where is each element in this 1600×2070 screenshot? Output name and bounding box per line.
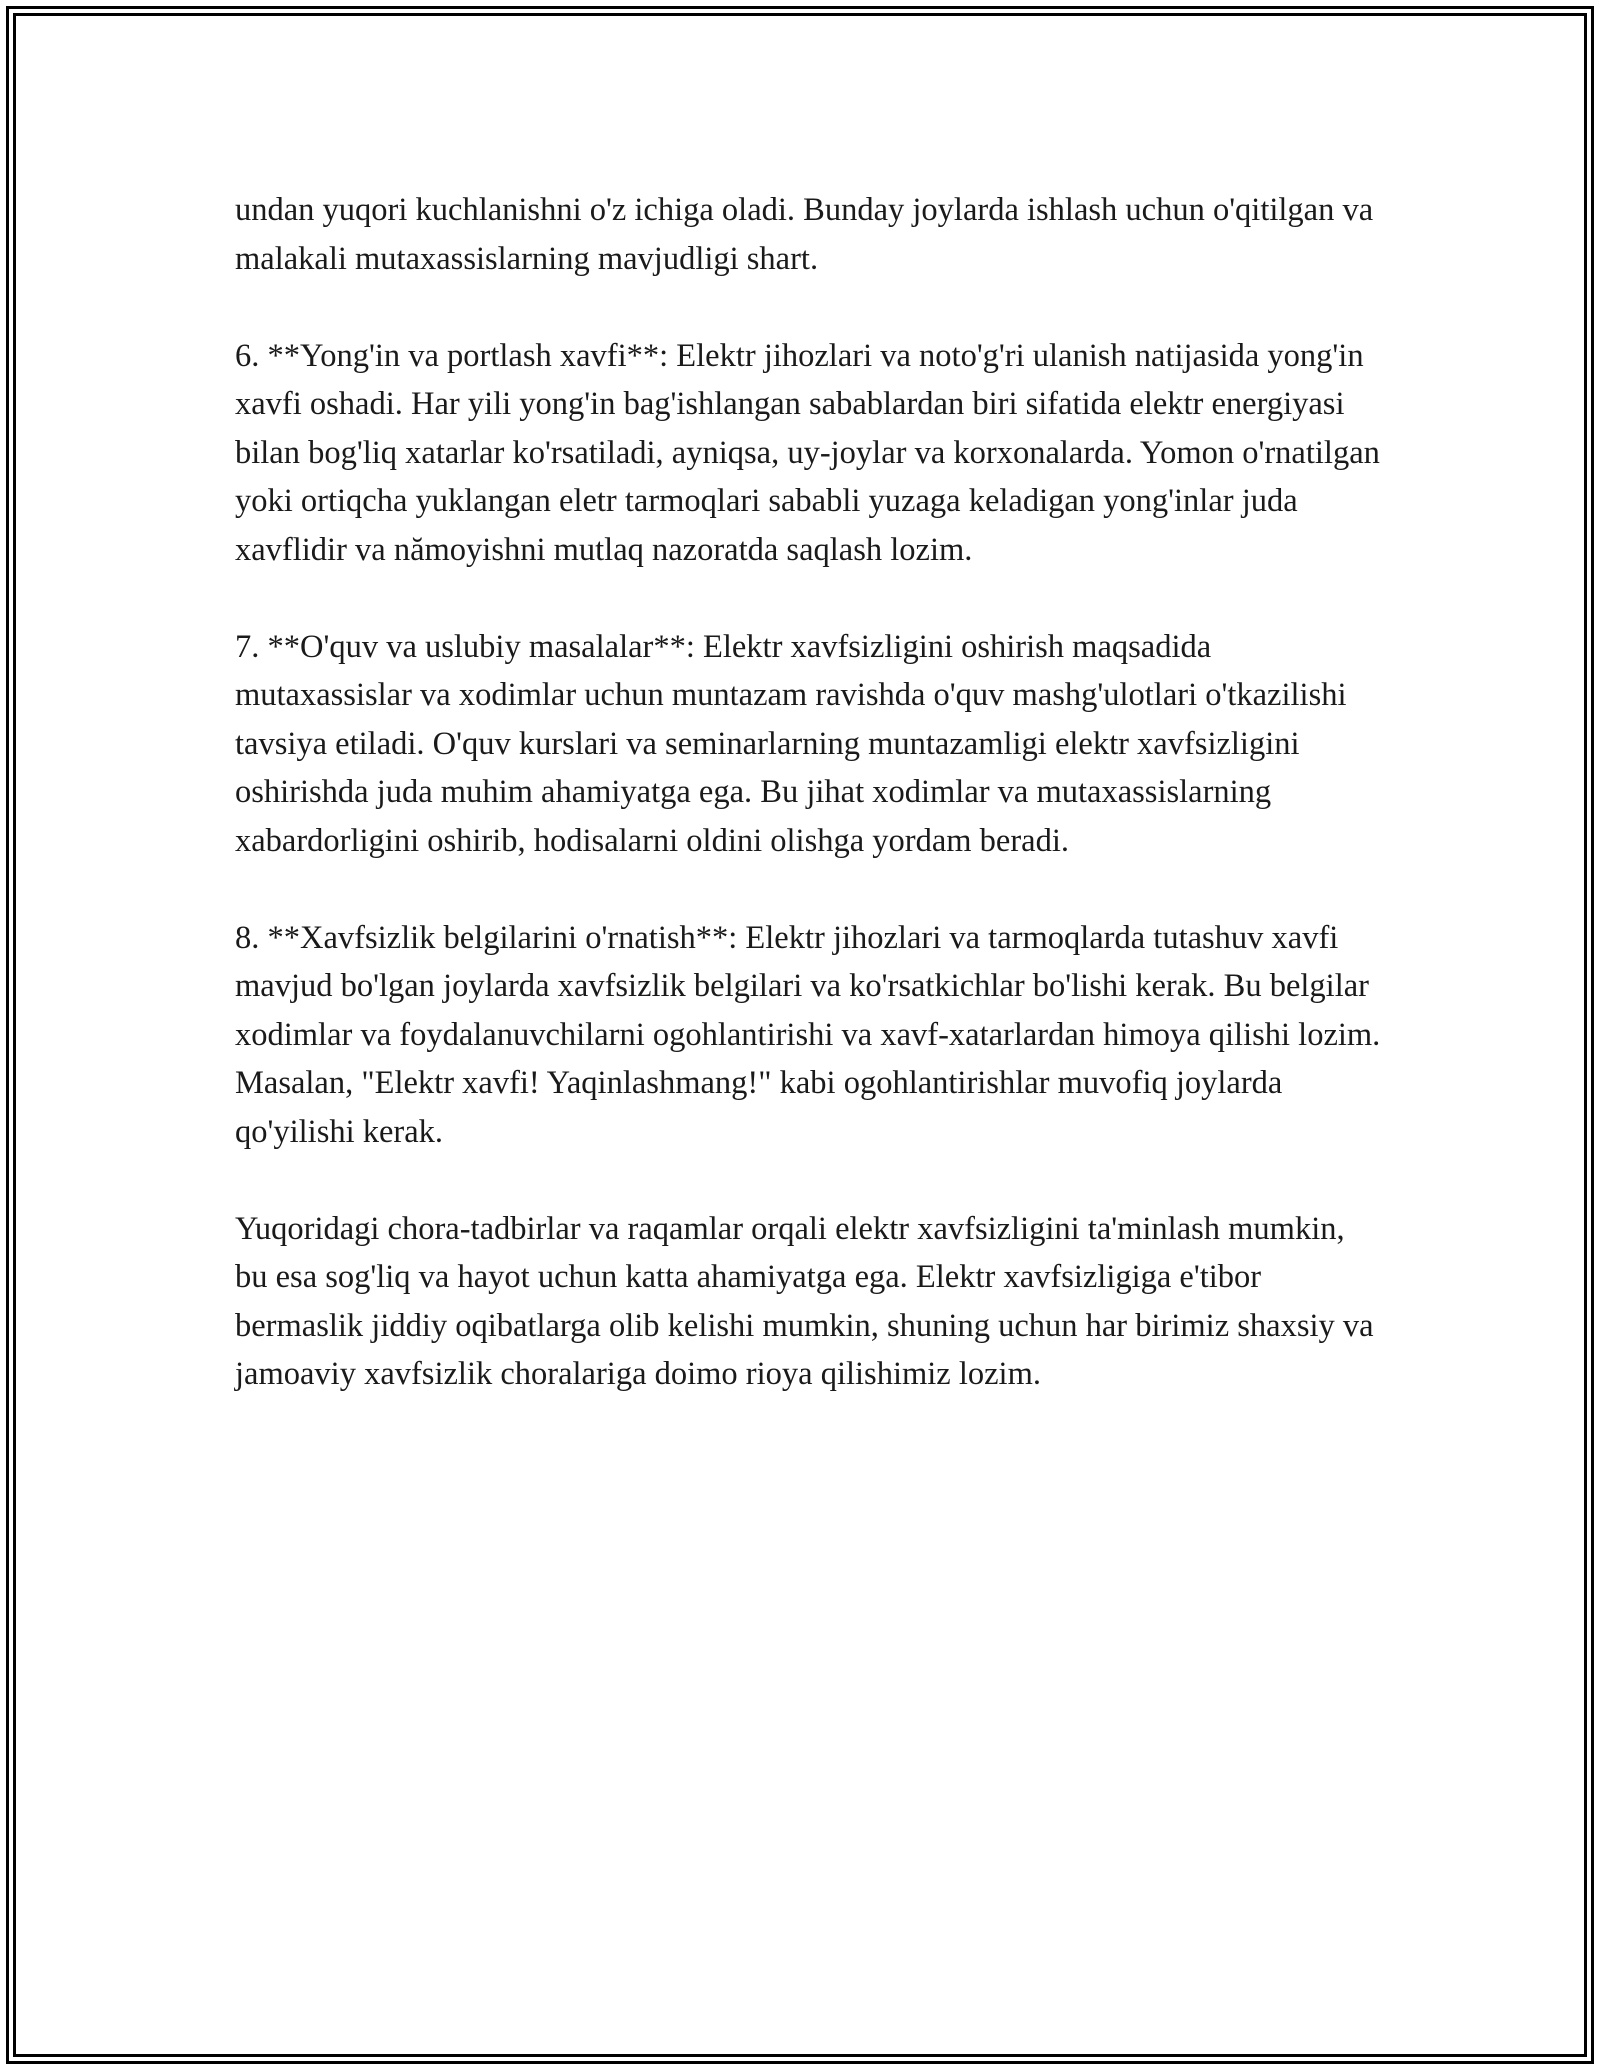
paragraph-fire-explosion-risk: 6. **Yong'in va portlash xavfi**: Elektr jihozlari va noto'g'ri ulanish natijasida yong'in xavfi oshadi. Har yili yong'in bag'ishlangan sabablardan biri sifatida elektr energiyasi bilan bog'liq xatarlar ko'rsatiladi, ayniqsa, uy-joylar va korxonalarda. Yomon o'rnatilgan yoki ortiqcha yuklangan eletr tarmoqlari sababli yuzaga keladigan yong'inlar juda xavflidir va nămoyishni mutlaq nazoratda saqlash lozim.	[235, 337, 1380, 568]
paragraph-conclusion: Yuqoridagi chora-tadbirlar va raqamlar orqali elektr xavfsizligini ta'minlash mumkin, bu esa sog'liq va hayot uchun katta ahamiyatga ega. Elektr xavfsizligiga e'tibor bermaslik jiddiy oqibatlarga olib kelishi mumkin, shuning uchun har birimiz shaxsiy va jamoaviy xavfsizlik choralariga doimo rioya qilishimiz lozim.	[235, 1210, 1374, 1392]
document-body	[235, 186, 1385, 1399]
paragraph-continuation: undan yuqori kuchlanishni o'z ichiga oladi. Bunday joylarda ishlash uchun o'qitilgan va malakali mutaxassislarning mavjudligi shart.	[235, 192, 1374, 277]
paragraph-safety-signs: 8. **Xavfsizlik belgilarini o'rnatish**: Elektr jihozlari va tarmoqlarda tutashuv xavfi mavjud bo'lgan joylarda xavfsizlik belgilari va ko'rsatkichlar bo'lishi kerak. Bu belgilar xodimlar va foydalanuvchilarni ogohlantirishi va xavf-xatarlardan himoya qilishi lozim. Masalan, "Elektr xavfi! Yaqinlashmang!" kabi ogohlantirishlar muvofiq joylarda qo'yilishi kerak.	[235, 919, 1381, 1150]
paragraph-training-issues: 7. **O'quv va uslubiy masalalar**: Elektr xavfsizligini oshirish maqsadida mutaxassislar va xodimlar uchun muntazam ravishda o'quv mashg'ulotlari o'tkazilishi tavsiya etiladi. O'quv kurslari va seminarlarning muntazamligi elektr xavfsizligini oshirishda juda muhim ahamiyatga ega. Bu jihat xodimlar va mutaxassislarning xabardorligini oshirib, hodisalarni oldini olishga yordam beradi.	[235, 628, 1347, 859]
